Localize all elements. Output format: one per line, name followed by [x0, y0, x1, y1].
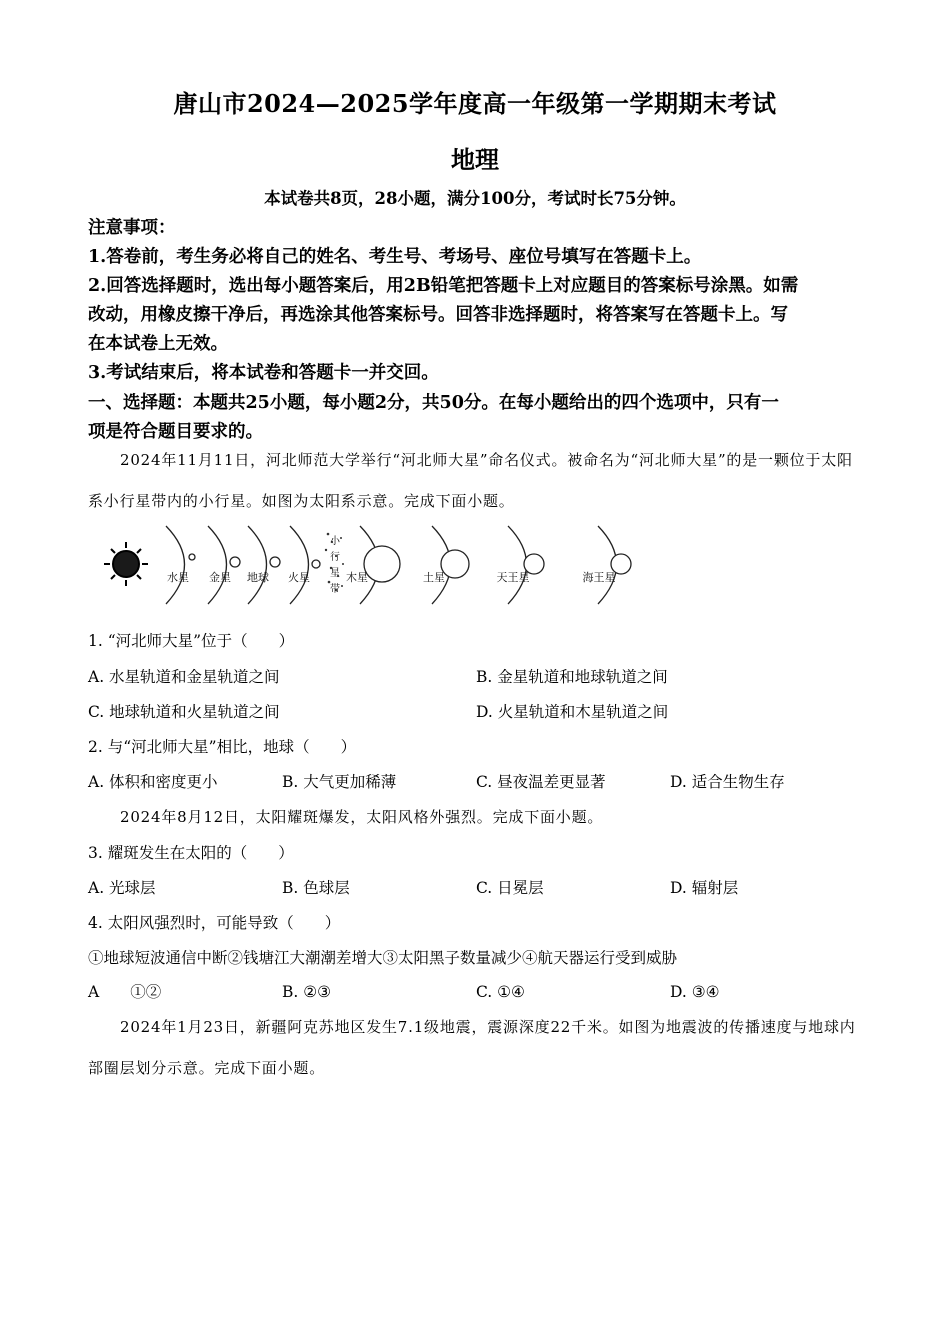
planet-label-venus: 金星 [209, 571, 231, 584]
question-3-stem: 3. 耀斑发生在太阳的（ ） [88, 844, 294, 862]
question-2-option-c[interactable]: C. 昼夜温差更显著 [476, 773, 606, 791]
question-1-option-c[interactable]: C. 地球轨道和火星轨道之间 [88, 703, 280, 721]
note-item-2-line-2: 改动，用橡皮擦干净后，再选涂其他答案标号。回答非选择题时，将答案写在答题卡上。写 [88, 305, 788, 325]
notes-heading: 注意事项： [88, 218, 176, 238]
question-4-option-a[interactable]: A ①② [88, 983, 162, 1001]
planet-label-earth: 地球 [247, 571, 269, 584]
question-4-statements: ①地球短波通信中断②钱塘江大潮潮差增大③太阳黑子数量减少④航天器运行受到威胁 [88, 949, 678, 967]
question-1-option-d[interactable]: D. 火星轨道和木星轨道之间 [476, 703, 669, 721]
question-3-option-a[interactable]: A. 光球层 [88, 879, 156, 897]
planet-label-jupiter: 木星 [346, 571, 368, 584]
earth-orbit [248, 526, 267, 604]
question-2-option-b[interactable]: B. 大气更加稀薄 [282, 773, 397, 791]
earth-icon [270, 557, 280, 567]
stem-passage-1: 2024年11月11日，河北师范大学举行“河北师大星”命名仪式。被命名为“河北师大星”的是一颗位于太阳系小行星带内的小行星。如图为太阳系示意。完成下面小题。 [88, 451, 853, 510]
mercury-orbit [166, 526, 185, 604]
note-item-3: 3.考试结束后，将本试卷和答题卡一并交回。 [88, 363, 439, 383]
note-item-1: 1.答卷前，考生务必将自己的姓名、考生号、考场号、座位号填写在答题卡上。 [88, 247, 702, 267]
jupiter-icon [364, 546, 400, 582]
belt-label-char: 星 [330, 568, 340, 579]
stem-passage-2: 2024年8月12日，太阳耀斑爆发，太阳风格外强烈。完成下面小题。 [120, 808, 604, 826]
mars-orbit [290, 526, 309, 604]
solar-system-figure [98, 520, 643, 612]
question-1-stem: 1. “河北师大星”位于（ ） [88, 632, 295, 650]
section-1-line-1: 一、选择题：本题共25小题，每小题2分，共50分。在每小题给出的四个选项中，只有一 [88, 393, 779, 413]
question-2-option-d[interactable]: D. 适合生物生存 [670, 773, 785, 791]
section-1-line-2: 项是符合题目要求的。 [88, 422, 263, 442]
planet-label-mercury: 水星 [167, 571, 189, 584]
planet-label-saturn: 土星 [423, 571, 445, 584]
mercury-icon [189, 554, 195, 560]
belt-label-char: 小 [330, 536, 340, 547]
question-4-stem: 4. 太阳风强烈时，可能导致（ ） [88, 914, 341, 932]
exam-title: 唐山市2024—2025学年度高一年级第一学期期末考试 [173, 89, 777, 118]
question-4-option-b[interactable]: B. ②③ [282, 983, 332, 1001]
belt-label-char: 行 [330, 552, 340, 563]
note-item-2-line-3: 在本试卷上无效。 [88, 334, 228, 354]
venus-icon [230, 557, 240, 567]
question-2-stem: 2. 与“河北师大星”相比，地球（ ） [88, 738, 357, 756]
question-4-option-c[interactable]: C. ①④ [476, 983, 525, 1001]
question-2-option-a[interactable]: A. 体积和密度更小 [88, 773, 218, 791]
exam-info: 本试卷共8页，28小题，满分100分，考试时长75分钟。 [264, 189, 686, 208]
planet-label-uranus: 天王星 [496, 571, 530, 584]
question-4-option-d[interactable]: D. ③④ [670, 983, 720, 1001]
question-1-option-a[interactable]: A. 水星轨道和金星轨道之间 [88, 668, 280, 686]
mars-icon [312, 560, 320, 568]
saturn-icon [441, 550, 469, 578]
planet-label-mars: 火星 [288, 571, 310, 584]
stem-passage-3: 2024年1月23日，新疆阿克苏地区发生7.1级地震，震源深度22千米。如图为地震波的传播速度与地球内部圈层划分示意。完成下面小题。 [88, 1018, 856, 1077]
question-3-option-b[interactable]: B. 色球层 [282, 879, 350, 897]
note-item-2-line-1: 2.回答选择题时，选出每小题答案后，用2B铅笔把答题卡上对应题目的答案标号涂黑。如需 [88, 276, 799, 296]
planet-label-neptune: 海王星 [582, 571, 616, 584]
subject-title: 地理 [451, 145, 499, 174]
question-1-option-b[interactable]: B. 金星轨道和地球轨道之间 [476, 668, 668, 686]
question-3-option-c[interactable]: C. 日冕层 [476, 879, 544, 897]
sun-icon [104, 542, 148, 586]
question-3-option-d[interactable]: D. 辐射层 [670, 879, 739, 897]
venus-orbit [208, 526, 227, 604]
belt-label-char: 带 [330, 584, 340, 595]
